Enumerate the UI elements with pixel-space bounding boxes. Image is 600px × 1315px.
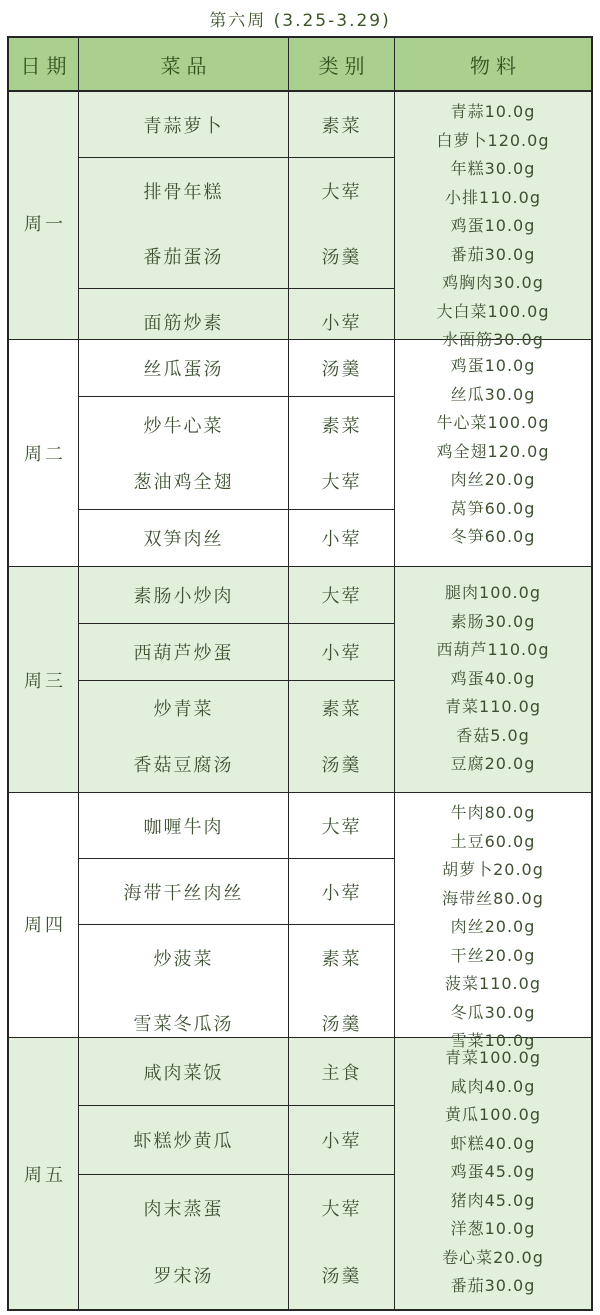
ingredients-cell-friday	[395, 1038, 591, 1309]
category-cell: 汤羹	[321, 755, 362, 777]
weekly-menu-table	[7, 36, 593, 1311]
page-title: 第六周 (3.25-3.29)	[209, 10, 391, 31]
dish-cell: 虾糕炒黄瓜	[79, 1105, 288, 1173]
day-label-monday: 周一	[9, 92, 79, 355]
dish-cell: 海带干丝肉丝	[79, 858, 288, 924]
dish-cell: 面筋炒素	[79, 288, 288, 354]
ingredient-item-clipped: 水面筋30.0g	[442, 330, 544, 349]
dish-cell: 素肠小炒肉	[133, 585, 234, 607]
category-cell: 主食	[321, 1062, 362, 1084]
ingredient-item: 青菜100.0g	[445, 1048, 541, 1067]
ingredient-item-clipped: 雪菜10.0g	[450, 1031, 536, 1050]
category-cell: 汤羹	[321, 1266, 362, 1288]
category-cell: 小荤	[289, 623, 394, 680]
dish-cell-merged	[79, 396, 288, 509]
category-cell-merged	[289, 680, 394, 793]
category-cell: 汤羹	[321, 1013, 362, 1035]
dish-cell-merged	[79, 1174, 288, 1310]
dish-cell-merged	[79, 157, 288, 288]
day-row-thursday	[9, 793, 591, 1050]
ingredient-item: 海带丝80.0g	[442, 888, 544, 908]
day-label-friday: 周五	[9, 1038, 79, 1309]
category-cell: 大荤	[321, 585, 362, 607]
dish-cell: 罗宋汤	[153, 1266, 214, 1288]
ingredient-item: 洋葱10.0g	[450, 1219, 536, 1238]
day-row-monday	[9, 92, 591, 349]
ingredient-item: 黄瓜100.0g	[445, 1105, 541, 1124]
dish-cell: 双笋肉丝	[79, 509, 288, 566]
ingredient-item: 冬瓜30.0g	[450, 1002, 536, 1022]
dish-cell: 雪菜冬瓜汤	[133, 1013, 234, 1035]
ingredient-item: 莴笋60.0g	[450, 498, 536, 518]
category-cell-merged	[289, 396, 394, 509]
ingredient-item: 番茄30.0g	[450, 1276, 536, 1295]
dish-cell: 青蒜萝卜	[143, 115, 224, 137]
ingredients-cell-tuesday	[395, 340, 591, 566]
category-cell-merged	[289, 924, 394, 1055]
dish-cell-merged	[79, 924, 288, 1055]
ingredient-item: 丝瓜30.0g	[450, 384, 536, 404]
dish-cell: 番茄蛋汤	[143, 246, 224, 268]
category-cell: 汤羹	[321, 359, 362, 380]
dish-cell: 西葫芦炒蛋	[79, 623, 288, 680]
dish-cell: 炒牛心菜	[143, 416, 224, 437]
dish-column-wednesday	[79, 567, 289, 792]
category-column-wednesday	[289, 567, 395, 792]
ingredient-item: 牛肉80.0g	[450, 803, 536, 822]
category-column-thursday	[289, 793, 395, 1056]
ingredient-item: 腿肉100.0g	[445, 583, 541, 602]
header-ingredients: 物料	[470, 53, 522, 78]
category-cell: 素菜	[321, 948, 362, 970]
ingredient-item: 小排110.0g	[445, 187, 541, 207]
category-column-monday	[289, 92, 395, 355]
category-column-friday	[289, 1038, 395, 1309]
ingredient-item: 咸肉40.0g	[450, 1076, 536, 1096]
category-cell: 大荤	[321, 181, 362, 203]
ingredient-item: 大白菜100.0g	[436, 301, 550, 321]
dish-column-thursday	[79, 793, 289, 1056]
day-label-tuesday: 周二	[9, 340, 79, 566]
day-row-friday	[9, 1038, 591, 1309]
category-column-tuesday	[289, 340, 395, 566]
category-cell: 小荤	[289, 858, 394, 924]
dish-cell: 肉末蒸蛋	[143, 1199, 224, 1221]
ingredient-item: 土豆60.0g	[450, 831, 536, 851]
ingredient-item: 干丝20.0g	[450, 945, 536, 965]
category-cell: 汤羹	[321, 246, 362, 268]
dish-cell: 排骨年糕	[143, 181, 224, 203]
ingredient-item: 卷心菜20.0g	[442, 1247, 544, 1267]
ingredient-item: 年糕30.0g	[450, 159, 536, 178]
ingredient-item: 胡萝卜20.0g	[442, 860, 544, 879]
dish-cell: 丝瓜蛋汤	[143, 359, 224, 380]
category-cell: 小荤	[289, 509, 394, 566]
category-cell: 小荤	[289, 1105, 394, 1173]
category-cell: 素菜	[321, 416, 362, 437]
ingredient-item: 牛心菜100.0g	[436, 413, 550, 432]
ingredient-item: 猪肉45.0g	[450, 1190, 536, 1210]
ingredient-item: 香菇5.0g	[456, 725, 530, 745]
ingredient-item: 鸡蛋45.0g	[450, 1162, 536, 1181]
header-dish: 菜品	[79, 38, 289, 90]
day-row-wednesday	[9, 567, 591, 793]
ingredient-item: 鸡蛋10.0g	[450, 356, 536, 375]
day-row-tuesday	[9, 340, 591, 567]
ingredients-cell-monday	[395, 92, 591, 355]
dish-cell-merged	[79, 680, 288, 793]
ingredient-item: 肉丝20.0g	[450, 470, 536, 489]
ingredient-item: 豆腐20.0g	[450, 754, 536, 773]
category-cell: 小荤	[289, 288, 394, 354]
ingredient-item: 鸡蛋40.0g	[450, 668, 536, 688]
ingredient-item: 冬笋60.0g	[450, 527, 536, 546]
ingredient-item: 青蒜10.0g	[450, 102, 536, 121]
ingredient-item: 白萝卜120.0g	[436, 130, 550, 150]
dish-cell: 葱油鸡全翅	[133, 472, 234, 493]
dish-column-tuesday	[79, 340, 289, 566]
dish-cell: 炒青菜	[153, 699, 214, 721]
header-category: 类别	[289, 38, 395, 90]
ingredient-item: 素肠30.0g	[450, 611, 536, 631]
ingredient-item: 鸡蛋10.0g	[450, 216, 536, 235]
ingredient-item: 番茄30.0g	[450, 244, 536, 264]
dish-column-monday	[79, 92, 289, 355]
header-date: 日期	[9, 38, 79, 90]
dish-cell: 咖喱牛肉	[143, 816, 224, 838]
category-cell: 大荤	[321, 472, 362, 493]
dish-cell: 炒菠菜	[153, 948, 214, 970]
table-header-row	[9, 38, 591, 92]
category-cell-merged	[289, 157, 394, 288]
ingredient-item: 菠菜110.0g	[445, 974, 541, 993]
dish-column-friday	[79, 1038, 289, 1309]
category-cell: 素菜	[321, 115, 362, 137]
ingredient-item: 虾糕40.0g	[450, 1133, 536, 1153]
ingredients-cell-wednesday	[395, 567, 591, 792]
ingredient-item: 鸡全翅120.0g	[436, 441, 550, 461]
category-cell: 大荤	[321, 1199, 362, 1221]
dish-cell: 香菇豆腐汤	[133, 755, 234, 777]
category-cell: 素菜	[321, 699, 362, 721]
dish-cell: 咸肉菜饭	[143, 1062, 224, 1084]
day-label-thursday: 周四	[9, 793, 79, 1056]
ingredient-item: 青菜110.0g	[445, 697, 541, 716]
category-cell-merged	[289, 1174, 394, 1310]
day-label-wednesday: 周三	[9, 567, 79, 792]
ingredient-item: 西葫芦110.0g	[436, 640, 550, 659]
ingredient-item: 鸡胸肉30.0g	[442, 273, 544, 292]
category-cell: 大荤	[321, 816, 362, 838]
ingredient-item: 肉丝20.0g	[450, 917, 536, 936]
ingredients-cell-thursday	[395, 793, 591, 1056]
